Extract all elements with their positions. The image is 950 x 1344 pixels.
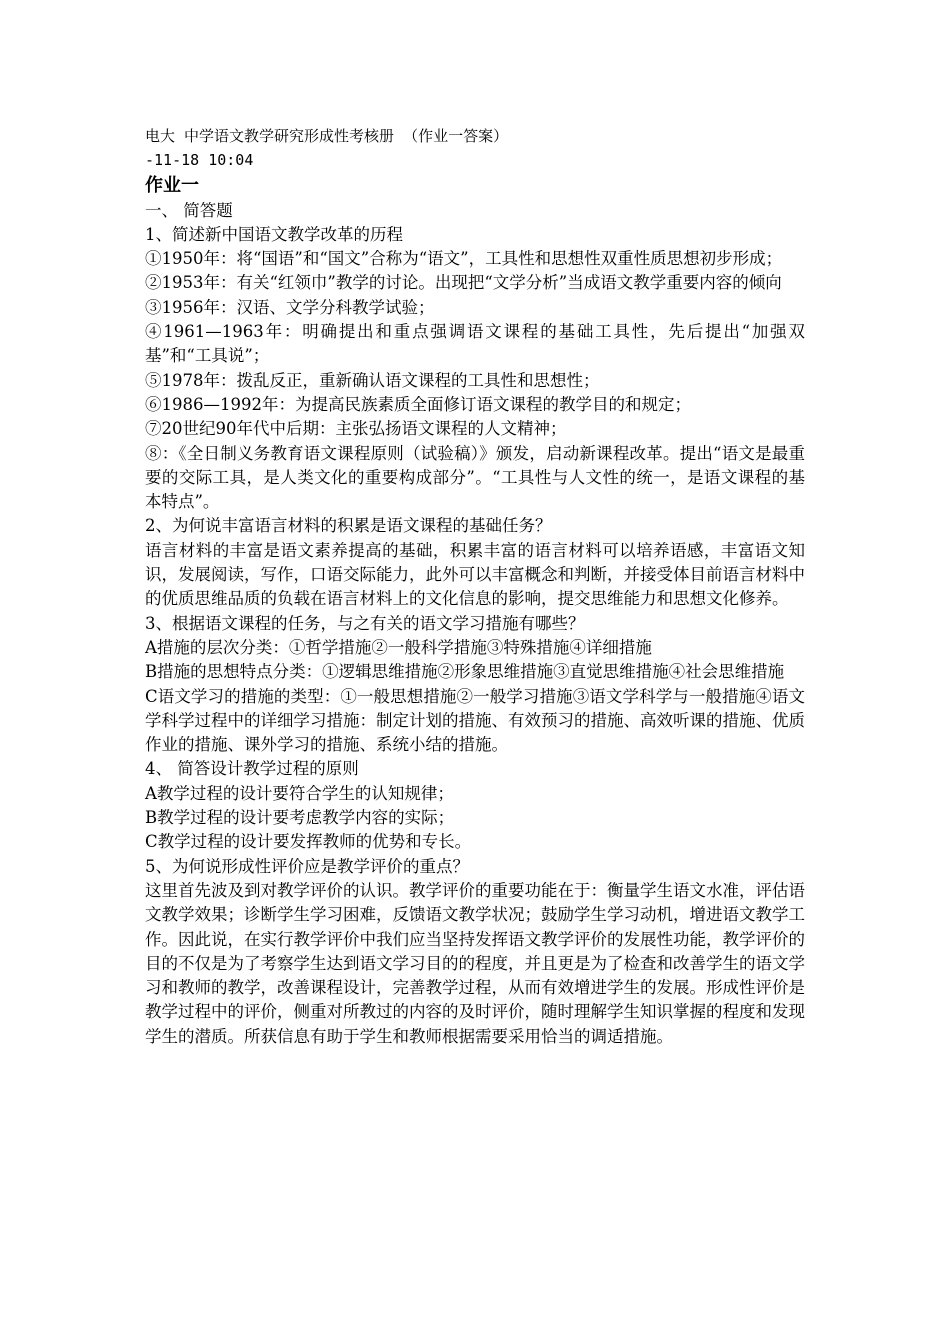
answer-item: ⑧：《全日制义务教育语文课程原则（试验稿）》颁发，启动新课程改革。提出“语文是最重要的交际工具，是人类文化的重要构成部分”。“工具性与人文性的统一，是语文课程的基本特点”。	[145, 443, 805, 512]
answer-item: ②1953年：有关“红领巾”教学的讨论。出现把“文学分析”当成语文教学重要内容的倾向	[145, 273, 782, 293]
document-page	[145, 124, 805, 1049]
answer-item: A措施的层次分类：①哲学措施②一般科学措施③特殊措施④详细措施	[145, 637, 652, 657]
answer-item: ⑦20世纪90年代中后期：主张弘扬语文课程的人文精神；	[145, 419, 567, 439]
doc-date: -11-18 10:04	[145, 151, 254, 170]
answer-item: B措施的思想特点分类：①逻辑思维措施②形象思维措施③直觉思维措施④社会思维措施	[145, 662, 785, 682]
answer-item: ①1950年：将“国语”和“国文”合称为“语文”，工具性和思想性双重性质思想初步形成；	[145, 249, 783, 269]
doc-heading: 作业一	[145, 174, 199, 196]
answer-paragraph: 这里首先波及到对教学评价的认识。教学评价的重要功能在于：衡量学生语文水准，评估语文教学效果；诊断学生学习困难，反馈语文教学状况；鼓励学生学习动机，增进语文教学工作。因此说，在实行教学评价中我们应当坚持发挥语文教学评价的发展性功能，教学评价的目的不仅是为了考察学生达到语文学习目的的程度，并且更是为了检查和改善学生的语文学习和教师的教学，改善课程设计，完善教学过程，从而有效增进学生的发展。形成性评价是教学过程中的评价，侧重对所教过的内容的及时评价，随时理解学生知识掌握的程度和发现学生的潜质。所获信息有助于学生和教师根据需要采用恰当的调适措施。	[145, 880, 805, 1046]
answer-item: ④1961—1963年：明确提出和重点强调语文课程的基础工具性，先后提出“加强双基”和“工具说”；	[145, 322, 805, 366]
question-2: 2、为何说丰富语言材料的积累是语文课程的基础任务？	[145, 516, 552, 536]
answer-item: C教学过程的设计要发挥教师的优势和专长。	[145, 832, 472, 852]
question-5: 5、为何说形成性评价应是教学评价的重点？	[145, 856, 469, 876]
answer-item: ③1956年：汉语、文学分科教学试验；	[145, 297, 435, 317]
question-1: 1、简述新中国语文教学改革的历程	[145, 224, 403, 244]
answer-item: A教学过程的设计要符合学生的认知规律；	[145, 783, 454, 803]
answer-item: ⑤1978年：拨乱反正，重新确认语文课程的工具性和思想性；	[145, 370, 600, 390]
answer-item: C语文学习的措施的类型：①一般思想措施②一般学习措施③语文学科学与一般措施④语文学科学过程中的详细学习措施：制定计划的措施、有效预习的措施、高效听课的措施、优质作业的措施、课外学习的措施、系统小结的措施。	[145, 686, 805, 755]
doc-title: 电大 中学语文教学研究形成性考核册 （作业一答案）	[145, 127, 509, 145]
answer-item: B教学过程的设计要考虑教学内容的实际；	[145, 808, 455, 828]
question-3: 3、根据语文课程的任务，与之有关的语文学习措施有哪些？	[145, 613, 585, 633]
question-4: 4、 简答设计教学过程的原则	[145, 759, 359, 779]
section-title: 一、 简答题	[145, 200, 233, 220]
answer-item: ⑥1986—1992年：为提高民族素质全面修订语文课程的教学目的和规定；	[145, 394, 691, 414]
answer-paragraph: 语言材料的丰富是语文素养提高的基础，积累丰富的语言材料可以培养语感，丰富语文知识，发展阅读，写作，口语交际能力，此外可以丰富概念和判断，并接受体目前语言材料中的优质思维品质的负载在语言材料上的文化信息的影响，提交思维能力和思想文化修养。	[145, 540, 805, 609]
